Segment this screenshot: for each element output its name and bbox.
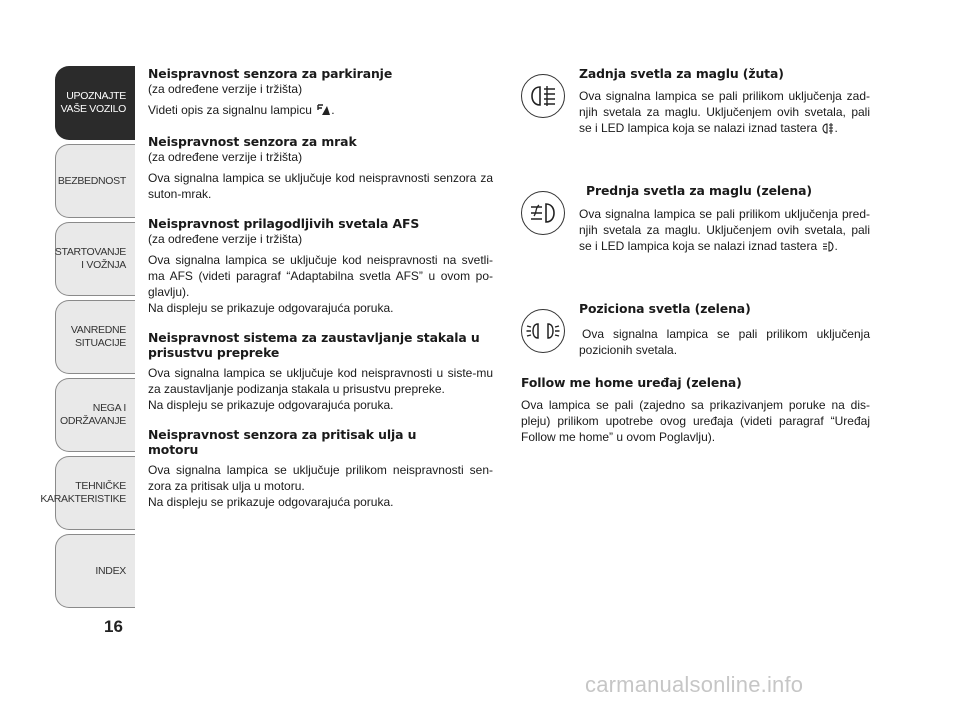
- section-text: Videti opis za signalnu lampicu .: [148, 102, 493, 120]
- section-title: Prednja svetla za maglu (zelena): [586, 183, 812, 198]
- rear-fog-section: [579, 66, 870, 88]
- section-title: Neispravnost sistema za zaustavljanje stakala u prisustvu prepreke: [148, 330, 480, 360]
- front-fog-light-icon: [521, 191, 565, 235]
- section-dusk-sensor: [148, 134, 493, 202]
- front-fog-button-icon: [822, 240, 834, 256]
- parking-sensor-icon: [317, 103, 331, 120]
- page-number: 16: [104, 617, 123, 636]
- section-window-obstacle: [148, 330, 493, 413]
- right-column: [521, 66, 870, 486]
- section-oil-pressure-sensor: [148, 427, 493, 510]
- section-text: Ova signalna lampica se pali prilikom uključenja pred-njih svetala za maglu. Uključenjem ovih svetala, pali se i LED lampica koja se nalazi iznad tastera .: [579, 206, 870, 256]
- left-column: [148, 66, 493, 510]
- section-text-2: Na displeju se prikazuje odgovarajuća poruka.: [148, 398, 394, 412]
- tab-nega-i-odrzavanje[interactable]: NEGA I ODRŽAVANJE: [55, 378, 135, 452]
- section-title: Neispravnost senzora za parkiranje: [148, 66, 393, 81]
- follow-me-home-section: [521, 375, 870, 445]
- tab-bezbednost[interactable]: BEZBEDNOST: [55, 144, 135, 218]
- position-lights-icon: [521, 309, 565, 353]
- section-title: Follow me home uređaj (zelena): [521, 375, 742, 390]
- section-text: Ova lampica se pali (zajedno sa prikazivanjem poruke na dis-pleju) prilikom upotrebe ovog uređaja (videti paragraf “Uređaj Follow me home” u ovom Poglavlju).: [521, 398, 870, 444]
- section-text: Ova signalna lampica se uključuje kod neispravnosti u siste-mu za zaustavljanje podizanja stakala u prisustvu prepreke.: [148, 366, 493, 396]
- section-text: Ova signalna lampica se pali prilikom uključenja pozicionih svetala.: [579, 327, 870, 357]
- section-text-2: Na displeju se prikazuje odgovarajuća poruka.: [148, 495, 394, 509]
- rear-fog-button-icon: [822, 122, 834, 138]
- section-title: Poziciona svetla (zelena): [579, 301, 751, 316]
- section-text: Ova signalna lampica se uključuje kod neispravnosti senzora za suton-mrak.: [148, 171, 493, 201]
- section-text-2: Na displeju se prikazuje odgovarajuća poruka.: [148, 301, 394, 315]
- section-text: Ova signalna lampica se pali prilikom uključenja zad-njih svetala za maglu. Uključenjem ovih svetala, pali se i LED lampica koja se nalazi iznad tastera .: [579, 88, 870, 138]
- section-subtitle: (za određene verzije i tržišta): [148, 150, 303, 164]
- front-fog-section: [586, 183, 870, 205]
- section-title: Neispravnost senzora za pritisak ulja u motoru: [148, 427, 417, 457]
- section-subtitle: (za određene verzije i tržišta): [148, 82, 303, 96]
- section-title: Neispravnost prilagodljivih svetala AFS: [148, 216, 420, 231]
- section-afs: [148, 216, 493, 316]
- section-subtitle: (za određene verzije i tržišta): [148, 232, 303, 246]
- section-parking-sensor: [148, 66, 493, 120]
- tab-tehnicke-karakteristike[interactable]: TEHNIČKE KARAKTERISTIKE: [55, 456, 135, 530]
- section-text: Ova signalna lampica se uključuje kod neispravnosti na svetli-ma AFS (videti paragraf “Adaptabilna svetla AFS” u ovom po-glavlju).: [148, 253, 493, 299]
- section-title: Neispravnost senzora za mrak: [148, 134, 357, 149]
- tab-index[interactable]: INDEX: [55, 534, 135, 608]
- section-text: Ova signalna lampica se uključuje prilikom neispravnosti sen-zora za pritisak ulja u motoru.: [148, 463, 493, 493]
- watermark: carmanualsonline.info: [585, 672, 804, 697]
- tab-startovanje-i-voznja[interactable]: STARTOVANJE I VOŽNJA: [55, 222, 135, 296]
- tab-vanredne-situacije[interactable]: VANREDNE SITUACIJE: [55, 300, 135, 374]
- rear-fog-light-icon: [521, 74, 565, 118]
- section-title: Zadnja svetla za maglu (žuta): [579, 66, 784, 81]
- position-lights-section: [579, 301, 870, 323]
- tab-upoznajte-vase-vozilo[interactable]: UPOZNAJTE VAŠE VOZILO: [55, 66, 135, 140]
